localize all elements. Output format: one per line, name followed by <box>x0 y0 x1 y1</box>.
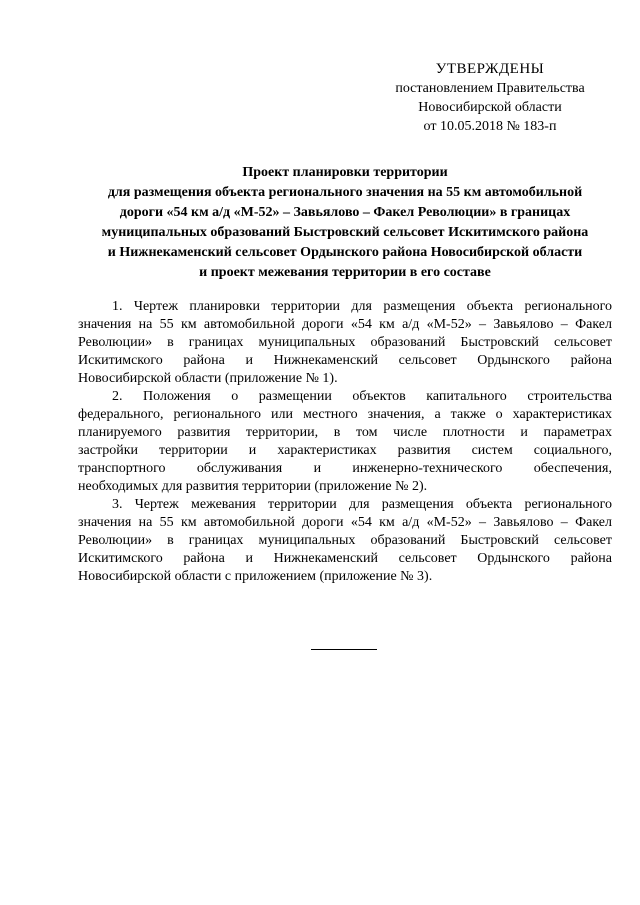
paragraph-3 <box>78 496 612 586</box>
paragraph-line: транспортного обслуживания и инженерно-технического обеспечения, <box>78 461 612 476</box>
paragraph-line: Искитимского района и Нижнекаменский сельсовет Ордынского района <box>78 353 612 368</box>
approval-stamp <box>380 60 600 136</box>
paragraph-line: Новосибирской области с приложением (приложение № 3). <box>78 569 433 584</box>
approval-line: Новосибирской области <box>418 100 562 115</box>
paragraph-line: 2. Положения о размещении объектов капитального строительства <box>112 389 612 404</box>
approval-line: постановлением Правительства <box>395 81 585 96</box>
title-line: для размещения объекта регионального значения на 55 км автомобильной <box>107 185 583 200</box>
paragraph-line: значения на 55 км автомобильной дороги «54 км а/д «М-52» – Завьялово – Факел <box>78 317 612 332</box>
paragraph-line: необходимых для развития территории (приложение № 2). <box>78 479 428 494</box>
title-line: дороги «54 км а/д «М-52» – Завьялово – Факел Революции» в границах <box>119 205 571 220</box>
paragraph-line: Революции» в границах муниципальных образований Быстровский сельсовет <box>78 533 612 548</box>
title-line: муниципальных образований Быстровский сельсовет Искитимского района <box>101 225 589 240</box>
paragraph-line: Новосибирской области (приложение № 1). <box>78 371 338 386</box>
title-line: Проект планировки территории <box>242 165 448 180</box>
title-line: и проект межевания территории в его составе <box>199 265 491 280</box>
paragraph-line: планируемого развития территории, в том числе плотности и параметрах <box>78 425 612 440</box>
paragraph-1 <box>78 298 612 388</box>
document-title <box>78 163 612 283</box>
approval-title: УТВЕРЖДЕНЫ <box>435 61 545 77</box>
approval-line: от 10.05.2018 № 183-п <box>423 119 557 134</box>
title-line: и Нижнекаменский сельсовет Ордынского района Новосибирской области <box>107 245 583 260</box>
paragraph-line: федерального, регионального или местного значения, а также о характеристиках <box>78 407 612 422</box>
paragraph-line: застройки территории и характеристиках развития систем социального, <box>78 443 612 458</box>
paragraph-line: Революции» в границах муниципальных образований Быстровский сельсовет <box>78 335 612 350</box>
document-body <box>78 298 612 586</box>
paragraph-2 <box>78 388 612 496</box>
paragraph-line: Искитимского района и Нижнекаменский сельсовет Ордынского района <box>78 551 612 566</box>
paragraph-line: 1. Чертеж планировки территории для размещения объекта регионального <box>112 299 612 314</box>
paragraph-line: значения на 55 км автомобильной дороги «54 км а/д «М-52» – Завьялово – Факел <box>78 515 612 530</box>
closing-divider <box>311 649 377 650</box>
paragraph-line: 3. Чертеж межевания территории для размещения объекта регионального <box>112 497 612 512</box>
